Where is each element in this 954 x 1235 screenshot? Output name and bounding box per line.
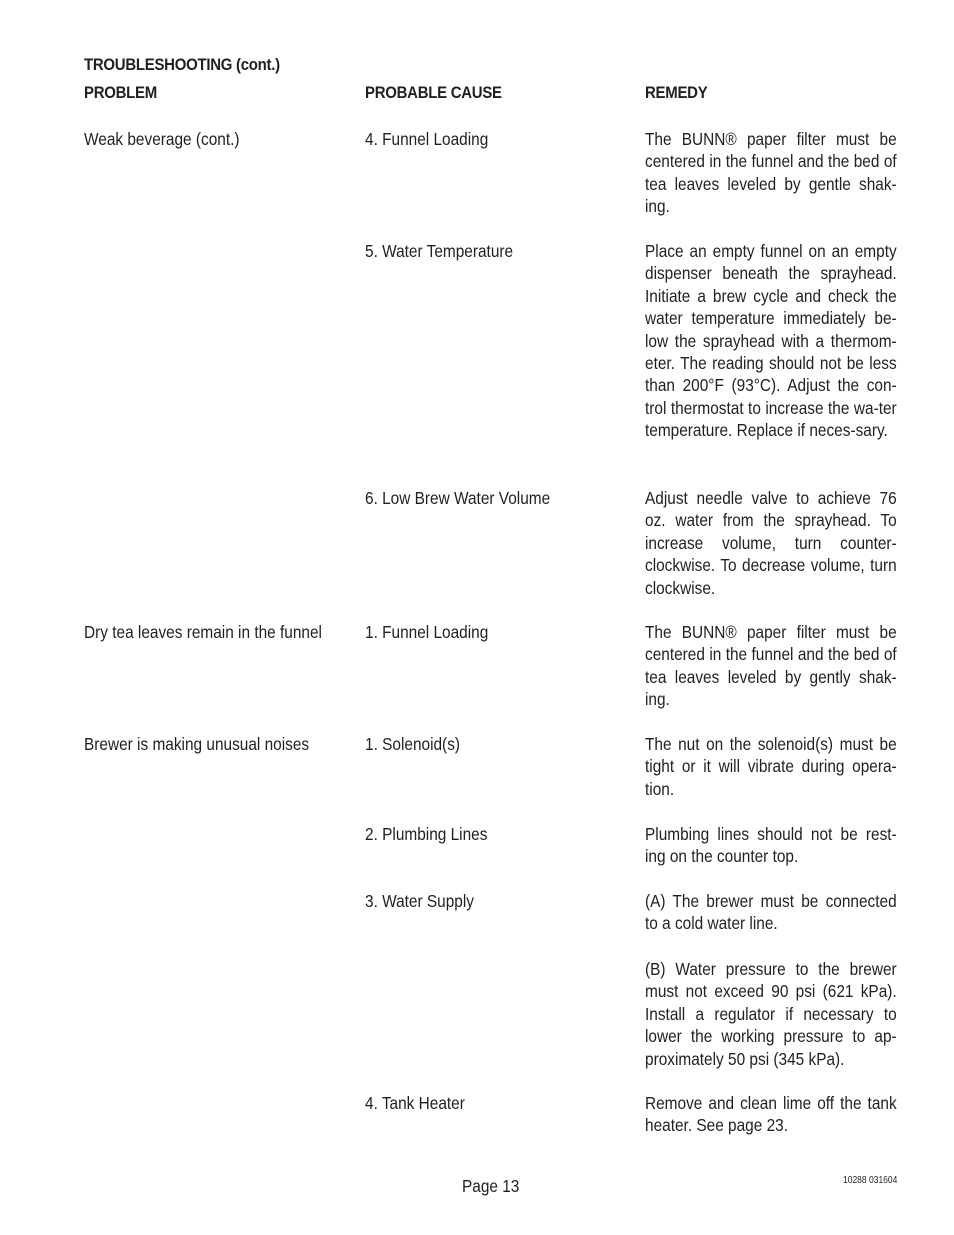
cause-text: 4. Funnel Loading <box>365 129 489 149</box>
section-title: TROUBLESHOOTING (cont.) <box>84 55 280 74</box>
cause-text: 2. Plumbing Lines <box>365 824 488 844</box>
remedy-text: The BUNN® paper filter must be centered in the funnel and the bed of tea leaves leveled by gentle shak-ing. <box>645 129 897 217</box>
cause-text: 6. Low Brew Water Volume <box>365 488 551 508</box>
problem-text: Brewer is making unusual noises <box>84 734 310 754</box>
column-header-problem: PROBLEM <box>84 83 157 102</box>
cause-text: 3. Water Supply <box>365 891 474 911</box>
cause-text: 5. Water Temperature <box>365 241 514 261</box>
remedy-text: The nut on the solenoid(s) must be tight or it will vibrate during opera-tion. <box>645 734 897 799</box>
cause-text: 1. Funnel Loading <box>365 622 489 642</box>
remedy-text: The BUNN® paper filter must be centered in the funnel and the bed of tea leaves leveled by gently shak-ing. <box>645 622 897 710</box>
problem-text: Weak beverage (cont.) <box>84 129 240 149</box>
column-header-remedy: REMEDY <box>645 83 708 102</box>
document-code: 10288 031604 <box>843 1175 898 1186</box>
column-header-probable-cause: PROBABLE CAUSE <box>365 83 502 102</box>
remedy-text: (B) Water pressure to the brewer must not exceed 90 psi (621 kPa). Install a regulator if necessary to lower the working pressure to ap-proximately 50 psi (345 kPa). <box>645 959 897 1069</box>
remedy-text: (A) The brewer must be connected to a cold water line. <box>645 891 897 934</box>
cause-text: 1. Solenoid(s) <box>365 734 461 754</box>
remedy-text: Plumbing lines should not be rest-ing on the counter top. <box>645 824 897 867</box>
remedy-text: Adjust needle valve to achieve 76 oz. water from the sprayhead. To increase volume, turn counter-clockwise. To decrease volume, turn clockwise. <box>645 488 897 598</box>
remedy-text: Place an empty funnel on an empty dispenser beneath the sprayhead. Initiate a brew cycle and check the water temperature immediately be-low the sprayhead with a thermom-eter. The reading should not be less than 200°F (93°C). Adjust the con-trol thermostat to increase the wa-ter temperature. Replace if neces-sary. <box>645 241 897 441</box>
problem-text: Dry tea leaves remain in the funnel <box>84 622 322 642</box>
page-number: Page 13 <box>462 1176 520 1196</box>
cause-text: 4. Tank Heater <box>365 1093 465 1113</box>
remedy-text: Remove and clean lime off the tank heater. See page 23. <box>645 1093 897 1136</box>
